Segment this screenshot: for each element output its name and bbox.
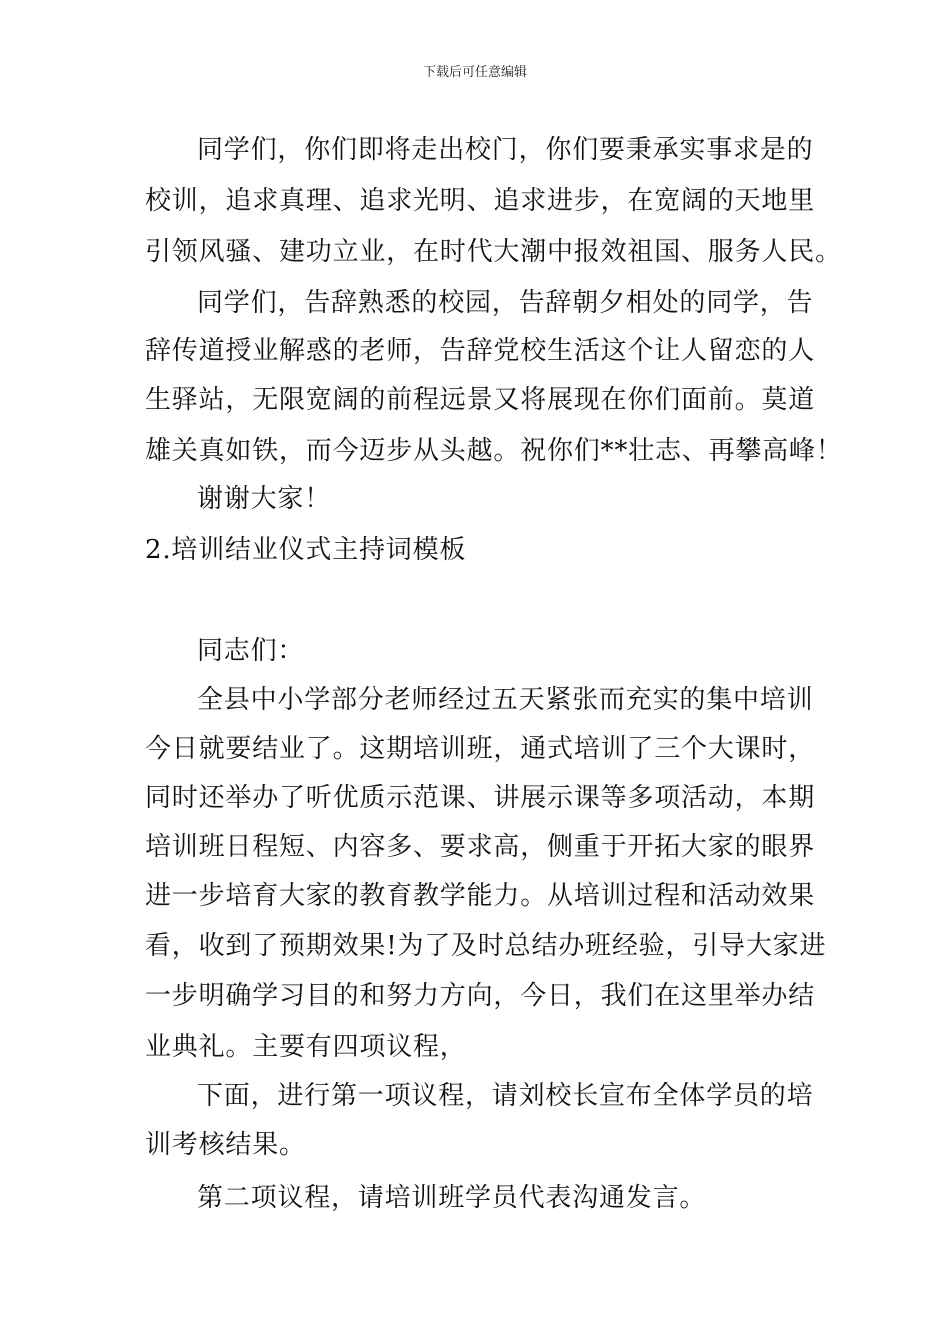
body-text-line: 下面，进行第一项议程，请刘校长宣布全体学员的培 — [197, 1081, 814, 1111]
salutation: 同志们： — [197, 636, 305, 666]
section-heading: 2.培训结业仪式主持词模板 — [145, 535, 467, 565]
body-text-line: 训考核结果。 — [145, 1130, 306, 1160]
body-text-line: 同学们，告辞熟悉的校园，告辞朝夕相处的同学，告 — [197, 288, 814, 318]
body-text-line: 雄关真如铁，而今迈步从头越。祝你们**壮志、再攀高峰！ — [145, 436, 843, 466]
body-text-line: 校训，追求真理、追求光明、追求进步，在宽阔的天地里 — [145, 186, 816, 216]
body-text-line: 全县中小学部分老师经过五天紧张而充实的集中培训 — [197, 685, 814, 715]
body-text-line: 一步明确学习目的和努力方向，今日，我们在这里举办结 — [145, 981, 816, 1011]
body-text-line: 今日就要结业了。这期培训班，通式培训了三个大课时， — [145, 734, 816, 764]
body-text-line: 培训班日程短、内容多、要求高，侧重于开拓大家的眼界 — [145, 832, 816, 862]
body-text-line: 进一步培育大家的教育教学能力。从培训过程和活动效果 — [145, 881, 816, 911]
page-header: 下载后可任意编辑 — [422, 65, 527, 80]
body-text-line: 引领风骚、建功立业，在时代大潮中报效祖国、服务人民。 — [145, 237, 842, 267]
closing-line: 谢谢大家！ — [197, 484, 332, 514]
body-text-line: 业典礼。主要有四项议程， — [145, 1032, 467, 1062]
body-text-line: 生驿站，无限宽阔的前程远景又将展现在你们面前。莫道 — [145, 385, 816, 415]
body-text-line: 辞传道授业解惑的老师，告辞党校生活这个让人留恋的人 — [145, 336, 816, 366]
body-text-line: 看，收到了预期效果!为了及时总结办班经验，引导大家进 — [145, 931, 827, 961]
body-text-line: 同时还举办了听优质示范课、讲展示课等多项活动，本期 — [145, 783, 816, 813]
body-text-line: 同学们，你们即将走出校门，你们要秉承实事求是的 — [197, 135, 814, 165]
body-text-line: 第二项议程，请培训班学员代表沟通发言。 — [197, 1183, 707, 1213]
